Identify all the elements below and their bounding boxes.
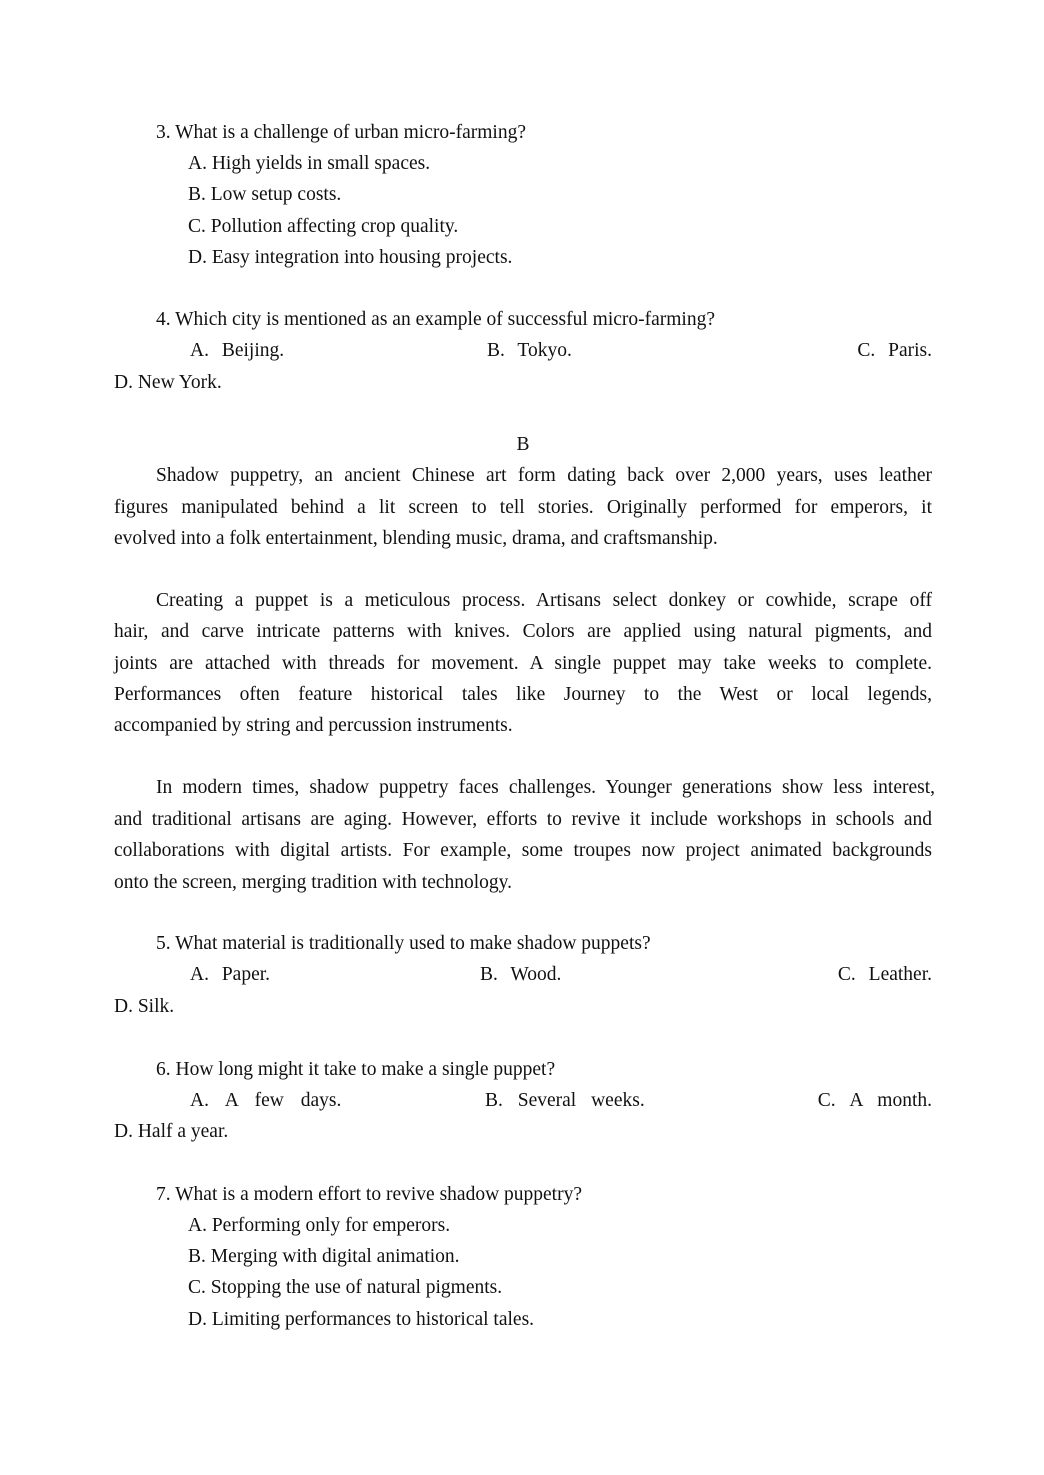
question-7-option-d: D. Limiting performances to historical tales. (188, 1309, 535, 1330)
question-4-stem: 4. Which city is mentioned as an example of successful micro-farming? (156, 309, 716, 330)
question-4-option-a: A. Beijing. (190, 340, 285, 361)
question-4-option-c: C. Paris. (857, 340, 932, 361)
paragraph-1-line-2: figures manipulated behind a lit screen to tell stories. Originally performed for emperors, it (114, 497, 932, 518)
question-7-option-c: C. Stopping the use of natural pigments. (188, 1277, 503, 1298)
paragraph-3-line-4: onto the screen, merging tradition with technology. (114, 872, 513, 893)
question-5-option-d: D. Silk. (114, 996, 175, 1017)
question-5-option-c: C. Leather. (837, 964, 932, 985)
paragraph-2-line-4: Performances often feature historical tales like Journey to the West or local legends, (114, 684, 932, 705)
question-6-option-b: B. Several weeks. (485, 1090, 645, 1111)
paragraph-1-line-3: evolved into a folk entertainment, blending music, drama, and craftsmanship. (114, 528, 718, 549)
question-5-option-a: A. Paper. (190, 964, 271, 985)
question-6-option-d: D. Half a year. (114, 1121, 229, 1142)
question-6-option-c: C. A month. (817, 1090, 932, 1111)
question-4-option-d: D. New York. (114, 372, 222, 393)
paragraph-3-line-1: In modern times, shadow puppetry faces challenges. Younger generations show less interest, (156, 777, 935, 798)
paragraph-2-line-2: hair, and carve intricate patterns with knives. Colors are applied using natural pigments, and (114, 621, 932, 642)
question-3-option-a: A. High yields in small spaces. (188, 153, 431, 174)
question-3-option-b: B. Low setup costs. (188, 184, 342, 205)
question-3-option-d: D. Easy integration into housing projects. (188, 247, 513, 268)
question-5-option-b: B. Wood. (480, 964, 562, 985)
section-b-heading: B (516, 434, 530, 455)
paragraph-2-line-1: Creating a puppet is a meticulous process. Artisans select donkey or cowhide, scrape off (156, 590, 932, 611)
question-3-option-c: C. Pollution affecting crop quality. (188, 216, 459, 237)
paragraph-1-line-1: Shadow puppetry, an ancient Chinese art form dating back over 2,000 years, uses leather (156, 465, 932, 486)
question-6-stem: 6. How long might it take to make a single puppet? (156, 1059, 556, 1080)
question-6-option-a: A. A few days. (190, 1090, 342, 1111)
paragraph-2-line-3: joints are attached with threads for movement. A single puppet may take weeks to complete. (114, 653, 932, 674)
paragraph-2-line-5: accompanied by string and percussion instruments. (114, 715, 513, 736)
question-7-option-a: A. Performing only for emperors. (188, 1215, 451, 1236)
question-3-stem: 3. What is a challenge of urban micro-farming? (156, 122, 526, 143)
question-7-option-b: B. Merging with digital animation. (188, 1246, 460, 1267)
paragraph-3-line-3: collaborations with digital artists. For example, some troupes now project animated backgrounds (114, 840, 932, 861)
question-4-option-b: B. Tokyo. (487, 340, 572, 361)
question-7-stem: 7. What is a modern effort to revive shadow puppetry? (156, 1184, 582, 1205)
question-5-stem: 5. What material is traditionally used to make shadow puppets? (156, 933, 651, 954)
paragraph-3-line-2: and traditional artisans are aging. However, efforts to revive it include workshops in schools and (114, 809, 932, 830)
